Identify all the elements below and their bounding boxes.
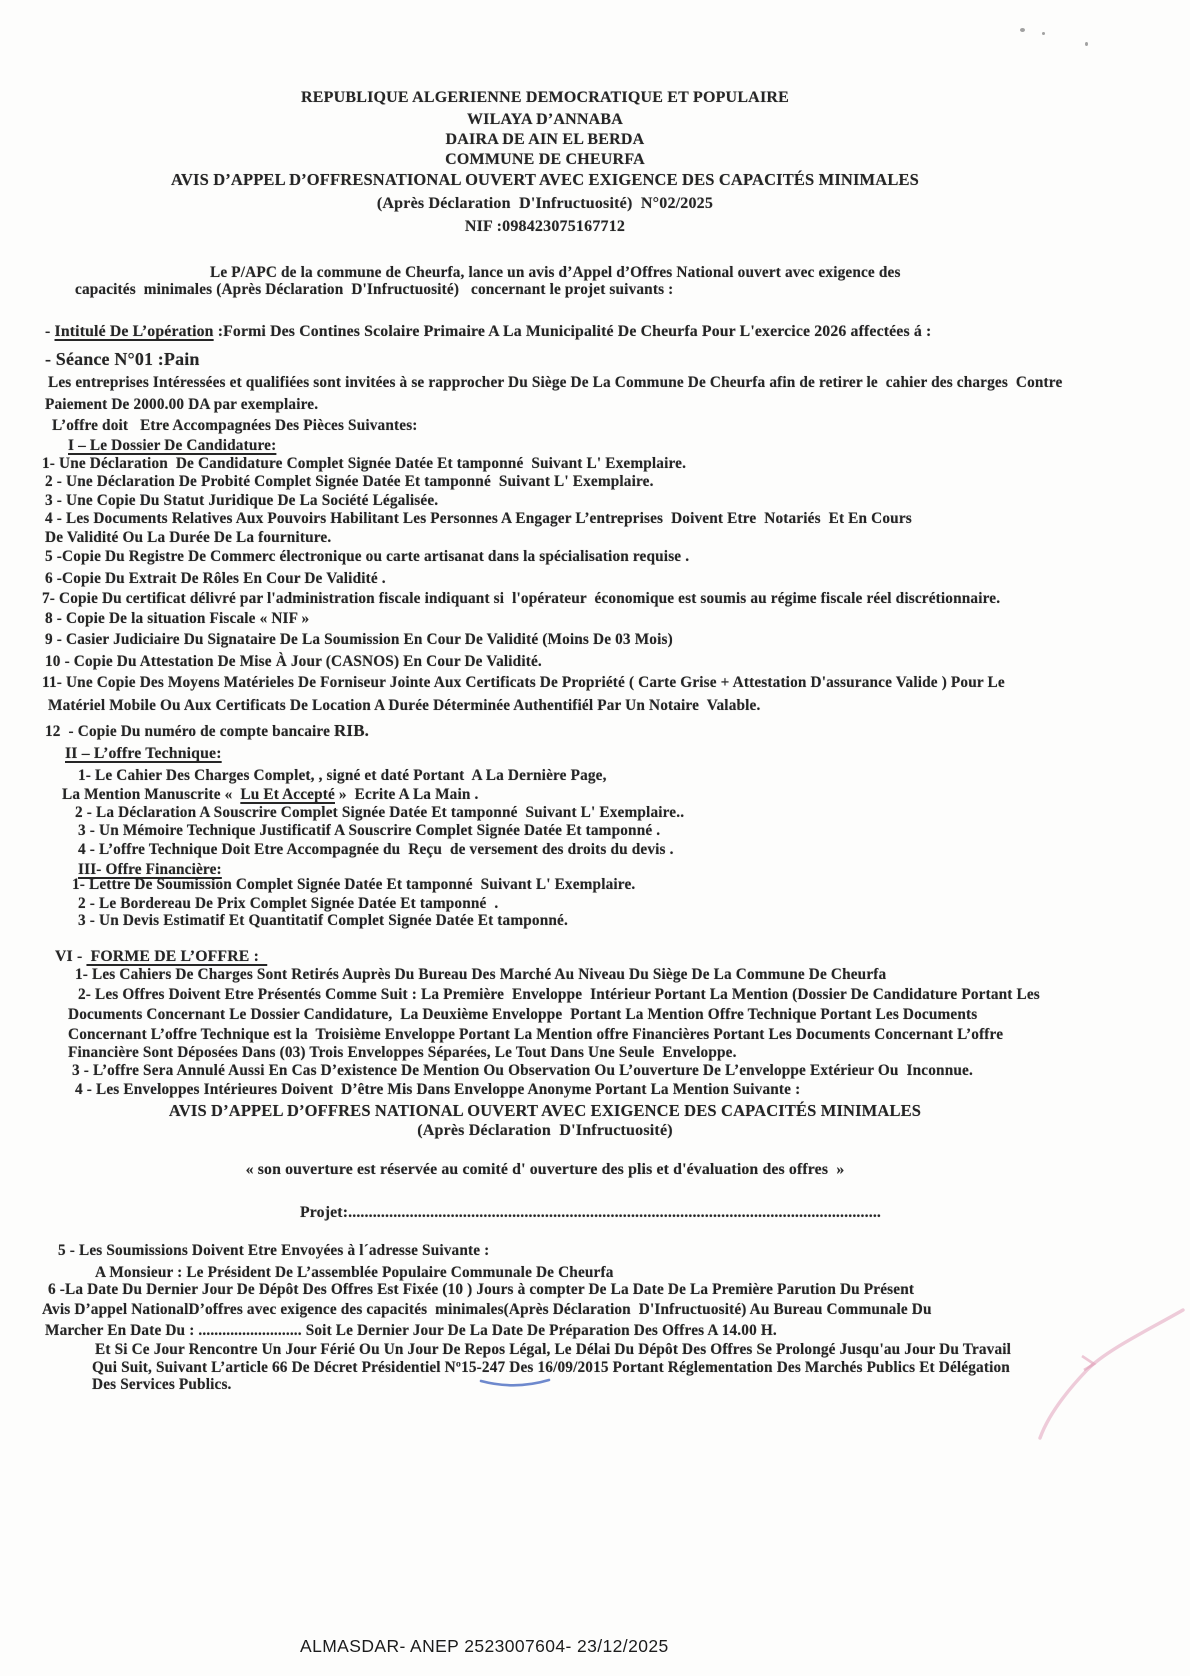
header-avis-title: AVIS D’APPEL D’OFFRESNATIONAL OUVERT AVEC EXIGENCE DES CAPACITÉS MINIMALES	[171, 170, 919, 189]
section3-heading: III- Offre Financière:	[78, 861, 222, 878]
list-item: 7- Copie Du certificat délivré par l'administration fiscale indiquant si l'opérateur économique est soumis au régime fiscale réel discrétionnaire.	[42, 590, 1001, 607]
ouverture-note: « son ouverture est réservée au comité d' ouverture des plis et d'évaluation des offres »	[245, 1161, 845, 1178]
footer-anep-reference: ALMASDAR- ANEP 2523007604- 23/12/2025	[300, 1636, 669, 1656]
list-item: 10 - Copie Du Attestation De Mise À Jour (CASNOS) En Cour De Validité.	[45, 653, 542, 670]
list-item: 4 - Les Documents Relatives Aux Pouvoirs Habilitant Les Personnes A Engager L’entreprises Doivent Etre Notariés Et En Cours	[45, 510, 912, 527]
pink-pen-stroke	[1040, 1310, 1183, 1438]
pink-pen-tick	[1082, 1356, 1094, 1370]
header-daira: DAIRA DE AIN EL BERDA	[445, 131, 645, 148]
rib-value: RIB.	[334, 721, 370, 740]
mention-label: Lu Et Accepté	[240, 786, 335, 803]
intro-line: Le P/APC de la commune de Cheurfa, lance un avis d’Appel d’Offres National ouvert avec exigence des	[210, 264, 901, 281]
header-nif: NIF :098423075167712	[464, 218, 626, 235]
banner-avis: AVIS D’APPEL D’OFFRES NATIONAL OUVERT AVEC EXIGENCE DES CAPACITÉS MINIMALES	[168, 1101, 922, 1120]
rib-prefix: 12 - Copie Du numéro de compte bancaire	[45, 723, 334, 740]
list-item: Financière Sont Déposées Dans (03) Trois Enveloppes Séparées, Le Tout Dans Une Seule Enveloppe.	[68, 1044, 737, 1061]
list-item: 2 - La Déclaration A Souscrire Complet Signée Datée Et tamponné Suivant L' Exemplaire..	[75, 804, 685, 821]
decree-before: Qui Suit, Suivant L’article 66 De Décret Présidentiel	[92, 1359, 445, 1376]
header-wilaya: WILAYA D’ANNABA	[466, 111, 624, 128]
list-item: 2 - Une Déclaration De Probité Complet Signée Datée Et tamponné Suivant L' Exemplaire.	[45, 473, 654, 490]
list-item: 2 - Le Bordereau De Prix Complet Signée Datée Et tamponné .	[78, 895, 499, 912]
projet-dotted-line: Projet:..................................................................................................................................	[300, 1204, 882, 1221]
list-item: Concernant L’offre Technique est la Troisième Enveloppe Portant La Mention offre Financières Portant Les Documents Concernant L’offre	[68, 1026, 1004, 1043]
list-item: Documents Concernant Le Dossier Candidature, La Deuxième Enveloppe Portant La Mention Offre Technique Portant Les Documents	[68, 1006, 978, 1023]
list-item: 1- Une Déclaration De Candidature Complet Signée Datée Et tamponné Suivant L' Exemplaire.	[42, 455, 687, 472]
envoi-line: Des Services Publics.	[92, 1376, 232, 1393]
envoi-line: 5 - Les Soumissions Doivent Etre Envoyées à l´adresse Suivante :	[58, 1242, 490, 1259]
list-item: 11- Une Copie Des Moyens Matérieles De Forniseur Jointe Aux Certificats De Propriété ( Carte Grise + Attestation D'assurance Valide ) Pour Le	[42, 674, 1005, 691]
list-item: 6 -Copie Du Extrait De Rôles En Cour De Validité .	[45, 570, 386, 587]
list-item: 1- Lettre De Soumission Complet Signée Datée Et tamponné Suivant L' Exemplaire.	[72, 876, 636, 893]
operation-dash: -	[45, 323, 55, 340]
forme-num: VI -	[55, 948, 87, 965]
envoi-line: A Monsieur : Le Président De L’assemblée Populaire Communale De Cheurfa	[95, 1264, 614, 1281]
forme-heading-line	[55, 948, 267, 966]
list-item: 5 -Copie Du Registre De Commerc électronique ou carte artisanat dans la spécialisation requise .	[45, 548, 690, 565]
mention-before: La Mention Manuscrite «	[62, 786, 241, 803]
envoi-line: Et Si Ce Jour Rencontre Un Jour Férié Ou Un Jour De Repos Légal, Le Délai Du Dépôt Des Offres Se Prolongé Jusqu'au Jour Du Travail	[95, 1341, 1012, 1358]
operation-rest: :Formi Des Contines Scolaire Primaire A La Municipalité De Cheurfa Pour L'exercice 2026 affectées á :	[213, 323, 932, 340]
rib-line	[45, 721, 369, 741]
list-item: De Validité Ou La Durée De La fourniture.	[45, 529, 332, 546]
scan-speck	[1042, 32, 1045, 35]
list-item: 3 - Un Devis Estimatif Et Quantitatif Complet Signée Datée Et tamponné.	[78, 912, 568, 929]
blue-pen-underline	[481, 1380, 549, 1385]
list-item: 3 - Un Mémoire Technique Justificatif A Souscrire Complet Signée Datée Et tamponné .	[78, 822, 661, 839]
seance-line: - Séance N°01 :Pain	[45, 349, 200, 369]
retrait-line: Les entreprises Intéressées et qualifiées sont invitées à se rapprocher Du Siège De La Commune De Cheurfa afin de retirer le cahier des charges Contre	[48, 374, 1063, 391]
operation-label: Intitulé De L’opération	[54, 323, 214, 340]
list-item: 4 - Les Enveloppes Intérieures Doivent D’être Mis Dans Enveloppe Anonyme Portant La Mention Suivante :	[75, 1081, 801, 1098]
section1-heading: I – Le Dossier De Candidature:	[68, 437, 277, 454]
list-item: Matériel Mobile Ou Aux Certificats De Location A Durée Déterminée Authentifiél Par Un Notaire Valable.	[48, 697, 761, 714]
mention-line	[62, 786, 478, 804]
banner-subtitle: (Après Déclaration D'Infructuosité)	[417, 1122, 673, 1139]
header-subtitle: (Après Déclaration D'Infructuosité) N°02/2025	[376, 195, 714, 212]
envoi-line: Marcher En Date Du : .......................... Soit Le Dernier Jour De La Date De Préparation Des Offres A 14.00 H.	[45, 1322, 777, 1339]
forme-heading: FORME DE L’OFFRE :	[86, 948, 268, 965]
list-item: 3 - L’offre Sera Annulé Aussi En Cas D’existence De Mention Ou Observation Ou L’ouverture De L’enveloppe Extérieur Ou Inconnue.	[72, 1062, 973, 1079]
section2-heading: II – L’offre Technique:	[65, 745, 222, 762]
retrait-line: L’offre doit Etre Accompagnées Des Pièces Suivantes:	[52, 417, 418, 434]
list-item: 1- Le Cahier Des Charges Complet, , signé et daté Portant A La Dernière Page,	[78, 767, 607, 784]
operation-title-line	[45, 323, 931, 341]
list-item: 2- Les Offres Doivent Etre Présentés Comme Suit : La Première Enveloppe Intérieur Portant La Mention (Dossier De Candidature Portant Les	[78, 986, 1040, 1003]
envoi-line: 6 -La Date Du Dernier Jour De Dépôt Des Offres Est Fixée (10 ) Jours à compter De La Date De La Première Parution Du Présent	[48, 1281, 915, 1298]
scan-speck	[1020, 28, 1025, 32]
header-commune: COMMUNE DE CHEURFA	[445, 151, 645, 168]
decree-line	[92, 1359, 1010, 1377]
intro-line: capacités minimales (Après Déclaration D'Infructuosité) concernant le projet suivants :	[75, 281, 674, 298]
retrait-line: Paiement De 2000.00 DA par exemplaire.	[45, 396, 319, 413]
envoi-line: Avis D’appel NationalD’offres avec exigence des capacités minimales(Après Déclaration D'Infructuosité) Au Bureau Communale Du	[42, 1301, 932, 1318]
mention-after: » Ecrite A La Main .	[334, 786, 479, 803]
list-item: 4 - L’offre Technique Doit Etre Accompagnée du Reçu de versement des droits du devis .	[78, 841, 674, 858]
scan-speck	[1085, 42, 1088, 46]
list-item: 9 - Casier Judiciaire Du Signataire De La Soumission En Cour De Validité (Moins De 03 Mois)	[45, 631, 673, 648]
header-republic: REPUBLIQUE ALGERIENNE DEMOCRATIQUE ET POPULAIRE	[301, 89, 789, 106]
list-item: 1- Les Cahiers De Charges Sont Retirés Auprès Du Bureau Des Marché Au Niveau Du Siège De La Commune De Cheurfa	[75, 966, 887, 983]
decree-number: Nº15-247	[444, 1359, 506, 1376]
decree-after: Des 16/09/2015 Portant Réglementation Des Marchés Publics Et Délégation	[505, 1359, 1010, 1376]
list-item: 3 - Une Copie Du Statut Juridique De La Société Légalisée.	[45, 492, 439, 509]
list-item: 8 - Copie De la situation Fiscale « NIF »	[45, 610, 310, 627]
